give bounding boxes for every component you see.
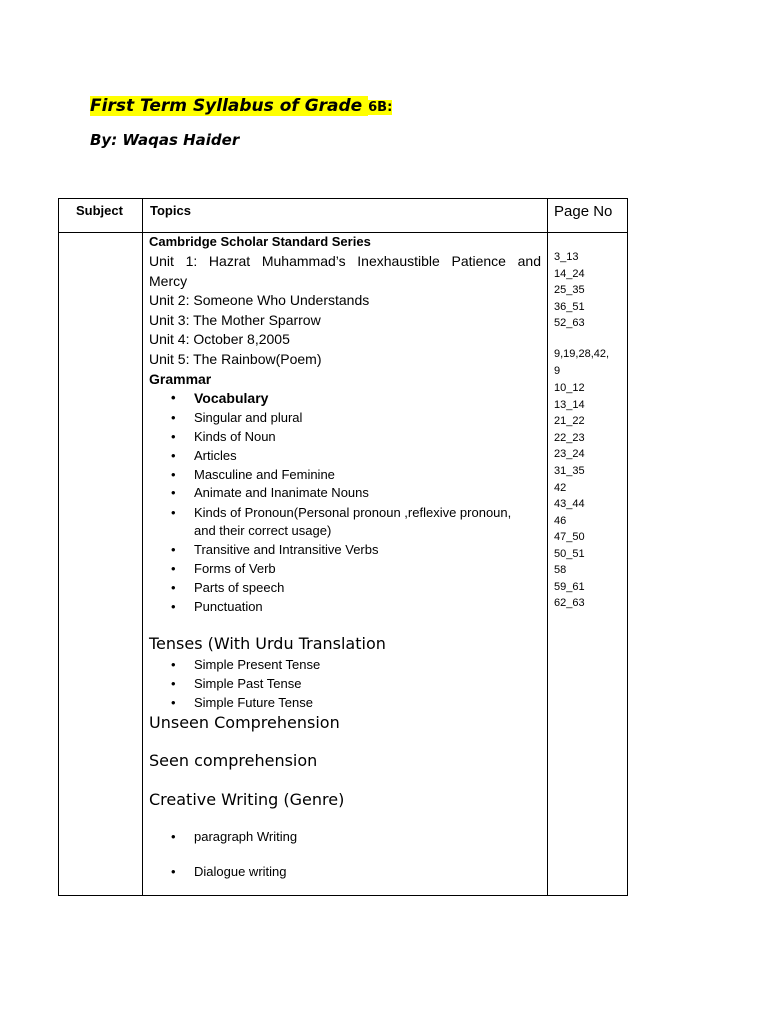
column-divider (547, 199, 548, 895)
title-text: First Term Syllabus of Grade (90, 96, 369, 116)
unit-1-line-1: Unit 1: Hazrat Muhammad’s Inexhaustible Patience and (149, 253, 541, 269)
page-number: 22_23 (554, 432, 585, 444)
page-number: 9,19,28,42, (554, 348, 610, 360)
page-number: 13_14 (554, 399, 585, 411)
page-number: 25_35 (554, 284, 585, 296)
document-title (90, 92, 392, 119)
page-number: 59_61 (554, 581, 585, 593)
page-number: 3_13 (554, 251, 579, 263)
grammar-item: • Forms of Verb (194, 561, 276, 576)
page-number: 42 (554, 482, 567, 494)
page-number: 58 (554, 564, 567, 576)
column-divider (142, 199, 143, 895)
page-number: 36_51 (554, 301, 585, 313)
unit-1 (149, 253, 541, 269)
header-divider (59, 232, 627, 233)
grammar-item: • Animate and Inanimate Nouns (194, 485, 369, 500)
creative-writing: Creative Writing (Genre) (149, 790, 345, 809)
tense-item: • Simple Past Tense (194, 676, 301, 691)
page-number: 52_63 (554, 317, 585, 329)
page-number: 21_22 (554, 415, 585, 427)
tense-item: • Simple Present Tense (194, 657, 320, 672)
title-grade: 6B: (368, 100, 393, 115)
page-number: 46 (554, 515, 567, 527)
grammar-item-continuation: and their correct usage) (194, 523, 332, 538)
grammar-item: • Kinds of Pronoun(Personal pronoun ,reflexive pronoun, (194, 505, 511, 520)
grammar-item: • Parts of speech (194, 580, 284, 595)
header-topics: Topics (150, 203, 191, 218)
tenses-heading: Tenses (With Urdu Translation (149, 634, 386, 653)
grammar-item: • Vocabulary (194, 390, 268, 406)
page-number: 50_51 (554, 548, 585, 560)
grammar-item: • Articles (194, 448, 237, 463)
syllabus-table (58, 198, 628, 896)
writing-item: • paragraph Writing (194, 829, 297, 844)
unit-4: Unit 4: October 8,2005 (149, 331, 290, 347)
page-number: 62_63 (554, 597, 585, 609)
tense-item: • Simple Future Tense (194, 695, 313, 710)
writing-item: • Dialogue writing (194, 864, 287, 879)
series-title: Cambridge Scholar Standard Series (149, 234, 371, 249)
page-number: 9 (554, 365, 561, 377)
page-number: 23_24 (554, 448, 585, 460)
grammar-item: • Transitive and Intransitive Verbs (194, 542, 379, 557)
author-byline: By: Waqas Haider (90, 131, 240, 149)
unit-2: Unit 2: Someone Who Understands (149, 292, 370, 308)
page-number: 43_44 (554, 498, 585, 510)
grammar-item: • Kinds of Noun (194, 429, 276, 444)
seen-comprehension: Seen comprehension (149, 751, 318, 770)
grammar-item: • Masculine and Feminine (194, 467, 335, 482)
page-number: 47_50 (554, 531, 585, 543)
page-number: 31_35 (554, 465, 585, 477)
grammar-heading: Grammar (149, 371, 212, 387)
page-number: 10_12 (554, 382, 585, 394)
header-subject: Subject (76, 203, 123, 218)
header-page-no: Page No (554, 203, 613, 220)
unit-1-line-2: Mercy (149, 273, 188, 289)
unseen-comprehension: Unseen Comprehension (149, 713, 340, 732)
unit-5: Unit 5: The Rainbow(Poem) (149, 351, 322, 367)
grammar-item: • Singular and plural (194, 410, 302, 425)
grammar-item: • Punctuation (194, 599, 263, 614)
page-number: 14_24 (554, 268, 585, 280)
unit-3: Unit 3: The Mother Sparrow (149, 312, 321, 328)
